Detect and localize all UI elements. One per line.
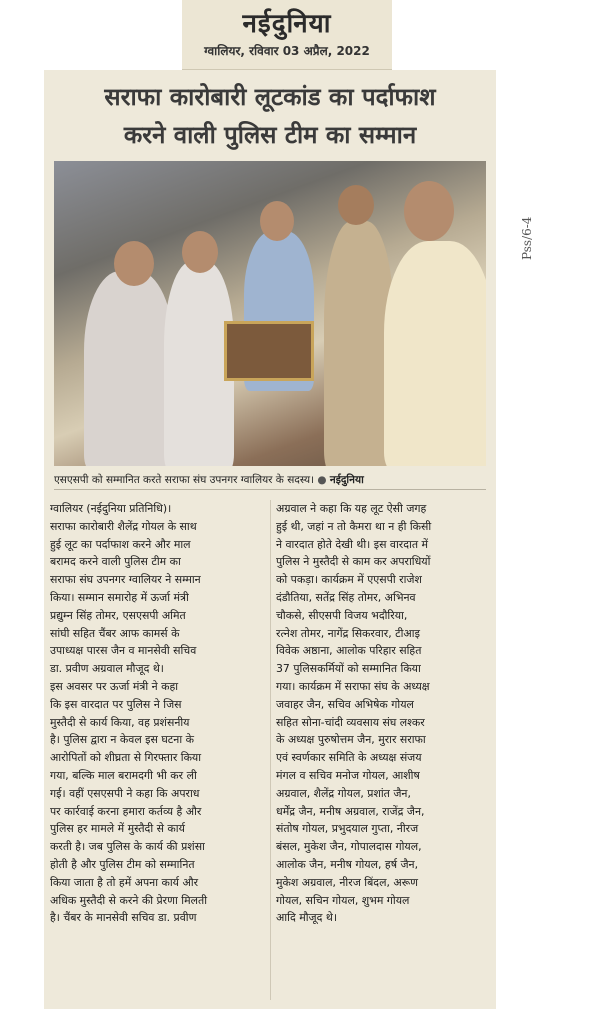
article-line: मुकेश अग्रवाल, नीरज बिंदल, अरूण xyxy=(276,875,419,889)
caption-text: एसएसपी को सम्मानित करते सराफा संघ उपनगर ग्वालियर के सदस्य। xyxy=(54,474,315,486)
article-line: उपाध्यक्ष पारस जैन व मानसेवी सचिव xyxy=(50,644,197,658)
article-line: हुई थी, जहां न तो कैमरा था न ही किसी xyxy=(276,519,432,533)
article-line: रत्नेश तोमर, नागेंद्र सिकरवार, टीआइ xyxy=(276,626,420,640)
article-line: दंडौतिया, सतेंद्र सिंह तोमर, अभिनव xyxy=(276,590,416,604)
article-line: डा. प्रवीण अग्रवाल मौजूद थे। xyxy=(50,662,164,676)
dateline: ग्वालियर, रविवार 03 अप्रैल, 2022 xyxy=(204,44,370,58)
headline-line-2: करने वाली पुलिस टीम का सम्मान xyxy=(123,121,417,149)
article-line: जवाहर जैन, सचिव अभिषेक गोयल xyxy=(276,697,414,711)
article-line: गई। वहीं एसएसपी ने कहा कि अपराध xyxy=(50,786,200,800)
article-line: है। पुलिस द्वारा न केवल इस घटना के xyxy=(50,733,194,747)
article-line: इस अवसर पर ऊर्जा मंत्री ने कहा xyxy=(50,679,179,693)
article-line: गोयल, सचिन गोयल, शुभम गोयल xyxy=(276,893,410,907)
article-column-right xyxy=(276,500,488,927)
headline-line-1: सराफा कारोबारी लूटकांड का पर्दाफाश xyxy=(104,83,436,111)
article-line: बरामद करने वाली पुलिस टीम का xyxy=(50,555,181,569)
article-line: अग्रवाल, शैलेंद्र गोयल, प्रशांत जैन, xyxy=(276,786,411,800)
article-line: प्रद्युम्न सिंह तोमर, एसएसपी अमित xyxy=(50,608,186,622)
article-line: आरोपितों को शीघ्रता से गिरफ्तार किया xyxy=(50,751,202,765)
photo-caption xyxy=(54,470,486,490)
article-line: धर्मेंद्र जैन, मनीष अग्रवाल, राजेंद्र जैन, xyxy=(276,804,425,818)
masthead xyxy=(182,0,392,70)
caption-credit: नईदुनिया xyxy=(329,474,364,486)
article-line: होती है और पुलिस टीम को सम्मानित xyxy=(50,857,195,871)
article-line: आलोक जैन, मनीष गोयल, हर्ष जैन, xyxy=(276,857,419,871)
article-line: पुलिस हर मामले में मुस्तैदी से कार्य xyxy=(50,822,185,836)
article-line: आदि मौजूद थे। xyxy=(276,911,337,925)
article-line: किया। सम्मान समारोह में ऊर्जा मंत्री xyxy=(50,590,189,604)
article-line: सराफा कारोबारी शैलेंद्र गोयल के साथ xyxy=(50,519,197,533)
article-line: ग्वालियर (नईदुनिया प्रतिनिधि)। xyxy=(50,502,172,515)
caption-bullet-icon: ● xyxy=(317,474,330,486)
headline xyxy=(44,78,496,154)
article-line: गया, बल्कि माल बरामदगी भी कर ली xyxy=(50,768,197,782)
article-line: के अध्यक्ष पुरुषोत्तम जैन, मुरार सराफा xyxy=(276,733,426,747)
article-line: कि इस वारदात पर पुलिस ने जिस xyxy=(50,697,182,711)
article-line: विवेक अष्ठाना, आलोक परिहार सहित xyxy=(276,644,422,658)
article-line: गया। कार्यक्रम में सराफा संघ के अध्यक्ष xyxy=(276,679,430,693)
column-divider xyxy=(270,500,271,1000)
article-line: सहित सोना-चांदी व्यवसाय संघ लश्कर xyxy=(276,715,425,729)
article-line: सांघी सहित चैंबर आफ कामर्स के xyxy=(50,626,180,640)
news-photo xyxy=(54,161,486,466)
article-line: एवं स्वर्णकार समिति के अध्यक्ष संजय xyxy=(276,751,422,765)
article-line: हुई लूट का पर्दाफाश करने और माल xyxy=(50,537,191,551)
article-line: को पकड़ा। कार्यक्रम में एएसपी राजेश xyxy=(276,573,422,587)
article-line: करती है। जब पुलिस के कार्य की प्रशंसा xyxy=(50,840,205,854)
handwritten-note: Pss/6-4 xyxy=(520,216,534,260)
news-clipping xyxy=(44,70,496,1009)
article-line: 37 पुलिसकर्मियों को सम्मानित किया xyxy=(276,662,421,676)
article-line: अग्रवाल ने कहा कि यह लूट ऐसी जगह xyxy=(276,502,427,515)
article-line: मंगल व सचिव मनोज गोयल, आशीष xyxy=(276,768,420,782)
article-line: चौकसे, सीएसपी विजय भदौरिया, xyxy=(276,608,408,622)
article-line: सराफा संघ उपनगर ग्वालियर ने सम्मान xyxy=(50,573,201,587)
article-line: संतोष गोयल, प्रभुदयाल गुप्ता, नीरज xyxy=(276,822,419,836)
article-line: बंसल, मुकेश जैन, गोपालदास गोयल, xyxy=(276,840,422,854)
article-line: पर कार्रवाई करना हमारा कर्तव्य है और xyxy=(50,804,202,818)
article-line: किया जाता है तो हमें अपना कार्य और xyxy=(50,875,199,889)
article-column-left xyxy=(50,500,262,927)
article-line: मुस्तैदी से कार्य किया, वह प्रशंसनीय xyxy=(50,715,190,729)
article-line: है। चैंबर के मानसेवी सचिव डा. प्रवीण xyxy=(50,911,197,925)
article-line: अधिक मुस्तैदी से करने की प्रेरणा मिलती xyxy=(50,893,208,907)
article-line: पुलिस ने मुस्तैदी से काम कर अपराधियों xyxy=(276,555,431,569)
newspaper-brand: नईदुनिया xyxy=(242,9,332,39)
article-line: ने वारदात होते देखी थी। इस वारदात में xyxy=(276,537,429,551)
